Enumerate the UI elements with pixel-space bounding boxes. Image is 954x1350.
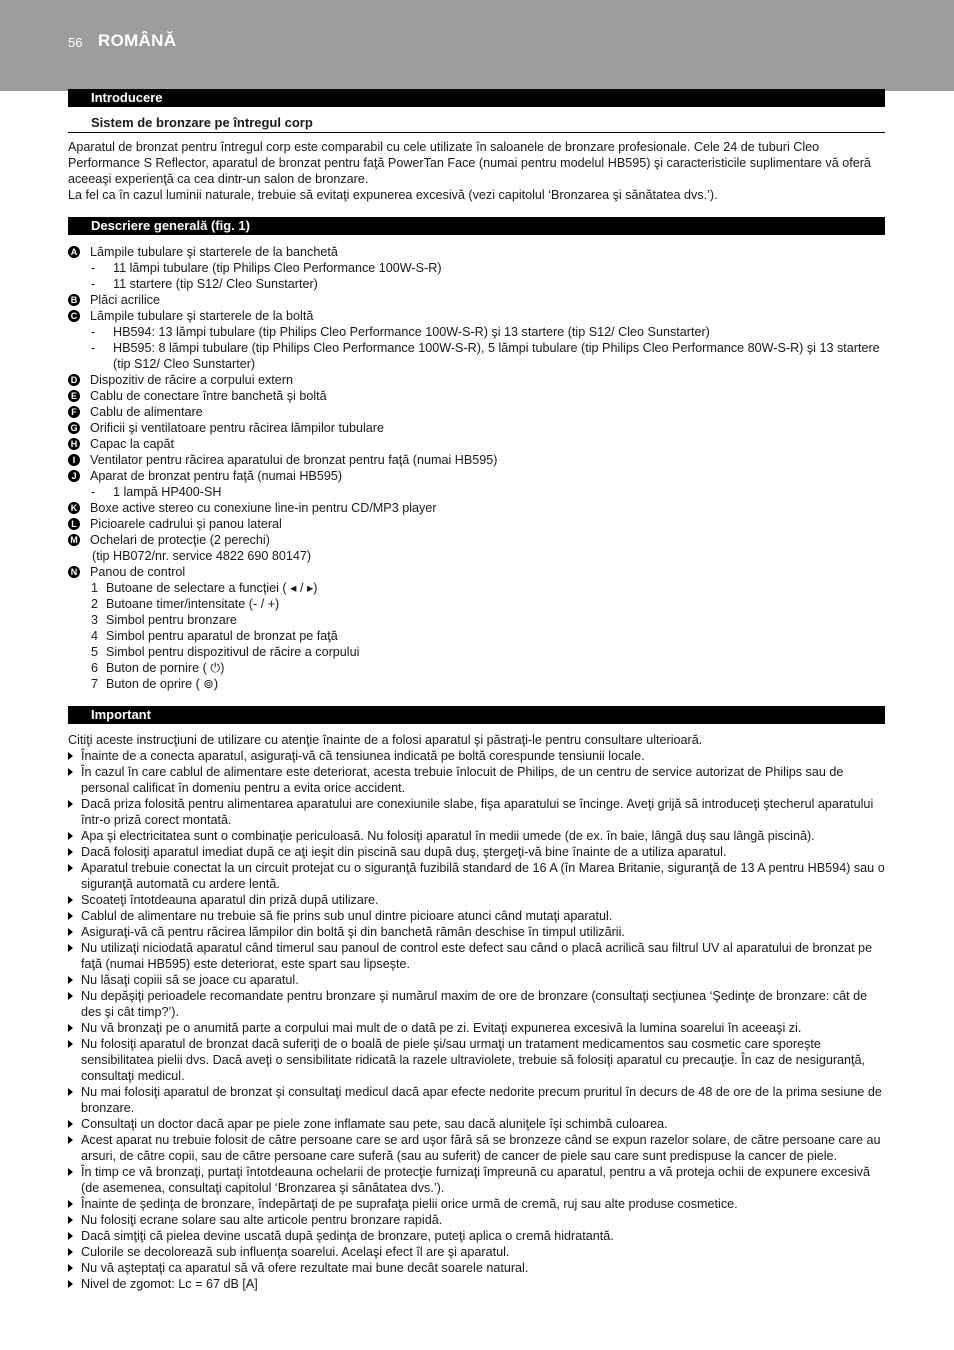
letter-badge: J (68, 470, 80, 482)
item-label: Ventilator pentru răcirea aparatului de bronzat pentru faţă (numai HB595) (90, 453, 498, 467)
bullet-marker-icon (68, 928, 73, 936)
bullet-marker-icon (68, 1200, 73, 1208)
bullet-marker-icon (68, 1024, 73, 1032)
bullet-text: Nu vă aşteptaţi ca aparatul să vă ofere rezultate mai bune decât soarele natural. (81, 1261, 529, 1275)
bullet-item (68, 908, 885, 924)
panel-label: Butoane de selectare a funcţiei ( ◂ / ▸) (106, 581, 318, 595)
item-label: Boxe active stereo cu conexiune line-in pentru CD/MP3 player (90, 501, 437, 515)
language-title: ROMÂNĂ (98, 31, 177, 50)
panel-label: Simbol pentru aparatul de bronzat pe faţă (106, 629, 338, 643)
sub-item-label: HB595: 8 lămpi tubulare (tip Philips Cleo Performance 100W-S-R), 5 lămpi tubulare (tip Philips Cleo Performance 80W-S-R) şi 13 startere (tip S12/ Cleo Sunstarter) (113, 341, 880, 371)
section-bar-introducere (68, 89, 885, 107)
item-label: Capac la capăt (90, 437, 175, 451)
letter-badge: C (68, 310, 80, 322)
bullet-text: Nu vă bronzaţi pe o anumită parte a corpului mai mult de o dată pe zi. Evitaţi expunerea excesivă la lumina soarelui în aceeaşi zi. (81, 1021, 802, 1035)
bullet-item (68, 892, 885, 908)
letter-badge: M (68, 534, 80, 546)
bullet-text: Scoateţi întotdeauna aparatul din priză după utilizare. (81, 893, 379, 907)
sub-item (68, 260, 885, 276)
letter-badge: K (68, 502, 80, 514)
bullet-marker-icon (68, 912, 73, 920)
list-item (68, 420, 885, 436)
bullet-item (68, 748, 885, 764)
bullet-marker-icon (68, 1216, 73, 1224)
bullet-text: Asiguraţi-vă că pentru răcirea lămpilor din boltă şi din banchetă rămân deschise în timpul utilizării. (81, 925, 625, 939)
bullet-item (68, 1276, 885, 1292)
bullet-marker-icon (68, 752, 73, 760)
panel-number: 1 (91, 581, 99, 595)
list-item (68, 564, 885, 580)
bullet-item (68, 1132, 885, 1164)
letter-badge: B (68, 294, 80, 306)
panel-label: Simbol pentru dispozitivul de răcire a corpului (106, 645, 360, 659)
bullet-marker-icon (68, 1264, 73, 1272)
letter-badge: L (68, 518, 80, 530)
bullet-text: Nu utilizaţi niciodată aparatul când timerul sau panoul de control este defect sau când o placă acrilică sau filtrul UV al aparatului de bronzat pe faţă (numai HB595) este deteriorat, este spart sau lipseşte. (81, 941, 873, 971)
bullet-item (68, 1260, 885, 1276)
section-title: Important (91, 707, 151, 722)
bullet-marker-icon (68, 1040, 73, 1048)
panel-number: 6 (91, 661, 99, 675)
bullet-item (68, 988, 885, 1020)
bullet-marker-icon (68, 944, 73, 952)
bullet-item (68, 1116, 885, 1132)
bullet-text: Înainte de şedinţa de bronzare, îndepărtaţi de pe suprafaţa pielii orice urmă de cremă, ruj sau alte produse cosmetice. (81, 1197, 738, 1211)
important-intro: Citiţi aceste instrucţiuni de utilizare cu atenţie înainte de a folosi aparatul şi păstraţi-le pentru consultare ulterioară. (68, 733, 703, 747)
panel-label: Buton de pornire ( ⏻) (106, 661, 225, 675)
panel-item (68, 580, 885, 596)
panel-item (68, 596, 885, 612)
letter-badge: I (68, 454, 80, 466)
panel-label: Buton de oprire ( ⊚) (106, 677, 219, 691)
panel-item (68, 628, 885, 644)
bullet-item (68, 1020, 885, 1036)
dash-marker: - (91, 485, 96, 499)
item-label: Lămpile tubulare şi starterele de la banchetă (90, 245, 338, 259)
panel-item (68, 612, 885, 628)
bullet-text: Culorile se decolorează sub influenţa soarelui. Acelaşi efect îl are şi aparatul. (81, 1245, 510, 1259)
bullet-text: Nu depăşiţi perioadele recomandate pentru bronzare şi numărul maxim de ore de bronzare (consultaţi secţiunea ‘Şedinţe de bronzare: cât de des şi cât timp?’). (81, 989, 868, 1019)
bullet-item (68, 844, 885, 860)
bullet-text: Înainte de a conecta aparatul, asiguraţi-vă că tensiunea indicată pe boltă corespunde tensiunii locale. (81, 749, 645, 763)
bullet-marker-icon (68, 1232, 73, 1240)
dash-marker: - (91, 261, 96, 275)
bullet-item (68, 860, 885, 892)
panel-number: 5 (91, 645, 99, 659)
bullet-item (68, 924, 885, 940)
bullet-item (68, 1212, 885, 1228)
bullet-text: Nu lăsaţi copiii să se joace cu aparatul. (81, 973, 299, 987)
letter-badge: N (68, 566, 80, 578)
item-label: Plăci acrilice (90, 293, 160, 307)
bullet-text: Nivel de zgomot: Lc = 67 dB [A] (81, 1277, 258, 1291)
section-bar-descriere (68, 217, 885, 235)
bullet-item (68, 764, 885, 796)
sub-item-label: 1 lampă HP400-SH (113, 485, 222, 499)
bullet-marker-icon (68, 1168, 73, 1176)
bullet-text: Aparatul trebuie conectat la un circuit protejat cu o siguranţă fuzibilă standard de 16 A (în Marea Britanie, siguranţă de 13 A pentru HB594) sau o siguranţă automată cu ardere lentă. (81, 861, 885, 891)
panel-number: 3 (91, 613, 99, 627)
list-item (68, 292, 885, 308)
sub-item (68, 340, 885, 372)
page-number: 56 (68, 35, 83, 50)
list-item (68, 388, 885, 404)
list-item (68, 532, 885, 548)
bullet-text: Dacă folosiţi aparatul imediat după ce aţi ieşit din piscină sau după duş, ştergeţi-vă bine înainte de a utiliza aparatul. (81, 845, 727, 859)
letter-badge: D (68, 374, 80, 386)
bullet-text: Cablul de alimentare nu trebuie să fie prins sub unul dintre picioare atunci când mutaţi aparatul. (81, 909, 613, 923)
dash-marker: - (91, 277, 96, 291)
bullet-text: Nu mai folosiţi aparatul de bronzat şi consultaţi medicul dacă apar efecte nedorite precum pruritul în decurs de 48 de ore de la prima sesiune de bronzare. (81, 1085, 882, 1115)
dash-marker: - (91, 325, 96, 339)
sub-item-label: HB594: 13 lămpi tubulare (tip Philips Cleo Performance 100W-S-R) şi 13 startere (tip S12/ Cleo Sunstarter) (113, 325, 710, 339)
item-continuation: (tip HB072/nr. service 4822 690 80147) (92, 549, 312, 563)
bullet-text: Dacă simţiţi că pielea devine uscată după şedinţa de bronzare, puteţi aplica o cremă hidratantă. (81, 1229, 614, 1243)
bullet-marker-icon (68, 848, 73, 856)
bullet-item (68, 1084, 885, 1116)
bullet-item (68, 1244, 885, 1260)
bullet-marker-icon (68, 800, 73, 808)
section-bar-important (68, 706, 885, 724)
sub-item (68, 276, 885, 292)
list-item (68, 516, 885, 532)
paragraph: Aparatul de bronzat pentru întregul corp este comparabil cu cele utilizate în saloanele de bronzare profesionale. Cele 24 de tuburi Cleo Performance S Reflector, aparatul de bronzat pentru faţă PowerTan Face (numai pentru modelul HB595) şi caracteristicile suplimentare vă oferă aceeaşi experienţă ca cea dintr-un salon de bronzare. (68, 140, 871, 186)
panel-label: Simbol pentru bronzare (106, 613, 237, 627)
panel-item (68, 660, 885, 676)
bullet-marker-icon (68, 1280, 73, 1288)
intro-text (68, 139, 885, 203)
item-label: Picioarele cadrului şi panou lateral (90, 517, 282, 531)
letter-badge: A (68, 246, 80, 258)
bullet-text: Nu folosiţi aparatul de bronzat dacă suferiţi de o boală de piele şi/sau urmaţi un tratament medicamentos sau cosmetic care sporeşte sensibilitatea pielii dvs. Dacă aveţi o sensibilitate ridicată la razele ultraviolete, trebuie să folosiţi aparatul cu precauţie. În caz de nesiguranţă, consultaţi medicul. (81, 1037, 866, 1083)
sub-item (68, 324, 885, 340)
bullet-text: În timp ce vă bronzaţi, purtaţi întotdeauna ochelarii de protecţie furnizaţi împreună cu aparatul, pentru a vă proteja ochii de expunere excesivă (de asemenea, consultaţi capitolul ‘Bronzarea şi sănătatea dvs.’). (81, 1165, 870, 1195)
item-label: Orificii şi ventilatoare pentru răcirea lămpilor tubulare (90, 421, 384, 435)
panel-number: 4 (91, 629, 99, 643)
bullet-text: În cazul în care cablul de alimentare este deteriorat, acesta trebuie înlocuit de Philips, de un centru de service autorizat de Philips sau de personal calificat în domeniu pentru a evita orice accident. (81, 765, 844, 795)
bullet-item (68, 1036, 885, 1084)
section-title: Descriere generală (fig. 1) (91, 218, 250, 233)
letter-badge: G (68, 422, 80, 434)
list-item (68, 404, 885, 420)
bullet-text: Consultaţi un doctor dacă apar pe piele zone inflamate sau pete, sau dacă aluniţele îşi schimbă culoarea. (81, 1117, 668, 1131)
dash-marker: - (91, 341, 96, 355)
bullet-item (68, 1196, 885, 1212)
bullet-marker-icon (68, 768, 73, 776)
bullet-text: Acest aparat nu trebuie folosit de către persoane care se ard uşor fără să se bronzeze când se expun razelor solare, de către persoane care au arsuri, de către copii, sau de către persoane care suferă (sau au suferit) de cancer de piele sau care sunt predispuse la cancer de piele. (81, 1133, 881, 1163)
bullet-text: Apa şi electricitatea sunt o combinaţie periculoasă. Nu folosiţi aparatul în medii umede (de ex. în baie, lângă duş sau lângă piscină). (81, 829, 815, 843)
bullet-marker-icon (68, 1120, 73, 1128)
list-item (68, 468, 885, 484)
item-label: Panou de control (90, 565, 186, 579)
sub-item-label: 11 startere (tip S12/ Cleo Sunstarter) (113, 277, 318, 291)
panel-item (68, 676, 885, 692)
letter-badge: E (68, 390, 80, 402)
list-item (68, 372, 885, 388)
panel-item (68, 644, 885, 660)
bullet-item (68, 796, 885, 828)
divider (68, 132, 885, 133)
section-title: Introducere (91, 90, 163, 105)
bullet-marker-icon (68, 976, 73, 984)
important-list (68, 732, 885, 1292)
bullet-text: Nu folosiţi ecrane solare sau alte articole pentru bronzare rapidă. (81, 1213, 443, 1227)
bullet-item (68, 940, 885, 972)
panel-number: 7 (91, 677, 99, 691)
bullet-marker-icon (68, 1136, 73, 1144)
item-label: Dispozitiv de răcire a corpului extern (90, 373, 293, 387)
bullet-item (68, 828, 885, 844)
list-item (68, 452, 885, 468)
bullet-marker-icon (68, 1248, 73, 1256)
letter-badge: H (68, 438, 80, 450)
bullet-marker-icon (68, 864, 73, 872)
item-label: Lămpile tubulare şi starterele de la boltă (90, 309, 314, 323)
sub-item-label: 11 lămpi tubulare (tip Philips Cleo Performance 100W-S-R) (113, 261, 442, 275)
bullet-item (68, 1228, 885, 1244)
panel-label: Butoane timer/intensitate (- / +) (106, 597, 280, 611)
item-label: Ochelari de protecţie (2 perechi) (90, 533, 270, 547)
item-label: Cablu de alimentare (90, 405, 203, 419)
item-label: Cablu de conectare între banchetă şi boltă (90, 389, 327, 403)
parts-list (68, 244, 885, 692)
list-item (68, 500, 885, 516)
bullet-item (68, 1164, 885, 1196)
bullet-text: Dacă priza folosită pentru alimentarea aparatului are conexiunile slabe, fişa aparatului se încinge. Aveţi grijă să introduceţi ştecherul aparatului într-o priză corect montată. (81, 797, 874, 827)
subsection-title: Sistem de bronzare pe întregul corp (91, 115, 313, 130)
item-label: Aparat de bronzat pentru faţă (numai HB595) (90, 469, 343, 483)
list-item (68, 244, 885, 260)
page-header (0, 0, 954, 91)
bullet-marker-icon (68, 832, 73, 840)
letter-badge: F (68, 406, 80, 418)
bullet-marker-icon (68, 1088, 73, 1096)
list-item (68, 308, 885, 324)
bullet-item (68, 972, 885, 988)
bullet-marker-icon (68, 992, 73, 1000)
panel-number: 2 (91, 597, 99, 611)
paragraph: La fel ca în cazul luminii naturale, trebuie să evitaţi expunerea excesivă (vezi capitolul ‘Bronzarea şi sănătatea dvs.’). (68, 188, 718, 202)
list-item (68, 436, 885, 452)
sub-item (68, 484, 885, 500)
bullet-marker-icon (68, 896, 73, 904)
